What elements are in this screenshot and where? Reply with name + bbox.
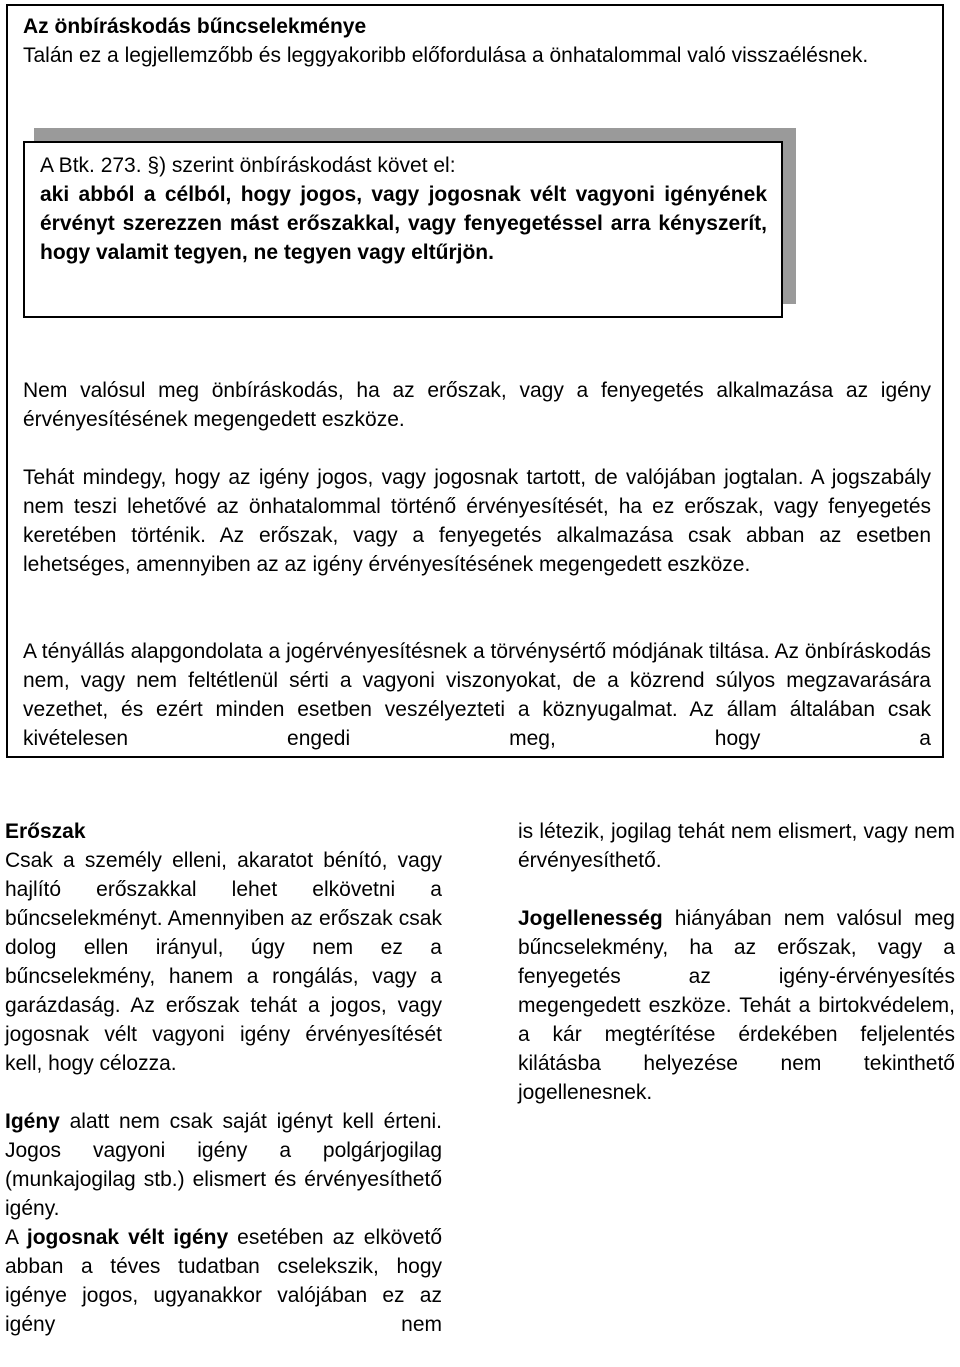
section-title: Az önbíráskodás bűncselekménye [23, 15, 367, 38]
left-column [5, 817, 442, 1339]
jogosnak-paragraph [5, 1223, 442, 1339]
continuation-paragraph: is létezik, jogilag tehát nem elismert, vagy nem érvényesíthető. [518, 820, 955, 872]
jogosnak-text: esetében az elkövető abban a téves tudatban cselekszik, hogy igénye jogos, ugyanakkor valójában ez az igény nem [5, 1226, 443, 1336]
jogellenesseg-paragraph [518, 904, 955, 1107]
paragraph-tenyallas: A tényállás alapgondolata a jogérvényesítésnek a törvénysértő módjának tiltása. Az önbíráskodás nem, vagy nem feltétlenül sérti a vagyoni viszonyokat, de a közrend súlyos megzavarására vezethet, és ezért minden esetben veszélyezteti a köznyugalmat. Az állam általában csak kivételesen engedi meg, hogy a [23, 640, 931, 750]
btk-quote-box [23, 141, 783, 318]
btk-reference: A Btk. 273. §) szerint önbíráskodást követ el: [40, 154, 456, 177]
btk-definition: aki abból a célból, hogy jogos, vagy jogosnak vélt vagyoni igényének érvényt szerezzen mást erőszakkal, vagy fenyegetéssel arra kényszerít, hogy valamit tegyen, ne tegyen vagy eltűrjön. [40, 183, 767, 264]
igeny-text: alatt nem csak saját igényt kell érteni. Jogos vagyoni igény a polgárjogilag (munkajogilag stb.) elismert és érvényesíthető igény. [5, 1110, 442, 1220]
eroszak-paragraph: Csak a személy elleni, akaratot bénító, vagy hajlító erőszakkal lehet elkövetni a bűncselekményt. Amennyiben az erőszak csak dolog ellen irányul, úgy nem ez a bűncselekmény, hanem a rongálás, vagy a garázdaság. Az erőszak tehát a jogos, vagy jogosnak vélt vagyoni igény érvényesítését kell, hogy célozza. [5, 849, 442, 1075]
jogosnak-prefix: A [5, 1226, 27, 1249]
paragraph-tehat: Tehát mindegy, hogy az igény jogos, vagy jogosnak tartott, de valójában jogtalan. A jogszabály nem teszi lehetővé az önhatalommal történő érvényesítését, ha ez erőszak, vagy fenyegetés keretében történik. Az erőszak, vagy a fenyegetés alkalmazása csak abban az esetben lehetséges, amennyiben az az igény érvényesítésének megengedett eszköze. [23, 466, 931, 576]
jogellenesseg-text: hiányában nem valósul meg bűncselekmény, ha az erőszak, vagy a fenyegetés az igény-érvényesítés megengedett eszköze. Tehát a birtokvédelem, a kár megtérítése érdekében feljelentés kilátásba helyezése nem tekinthető jogellenesnek. [518, 907, 955, 1104]
igeny-paragraph [5, 1107, 442, 1223]
jogosnak-term: jogosnak vélt igény [26, 1226, 229, 1249]
paragraph-nem-valosul: Nem valósul meg önbíráskodás, ha az erőszak, vagy a fenyegetés alkalmazása az igény érvényesítésének megengedett eszköze. [23, 379, 931, 431]
right-column [518, 817, 955, 1107]
intro-paragraph: Talán ez a legjellemzőbb és leggyakoribb előfordulása a önhatalommal való visszaélésnek. [23, 44, 869, 67]
eroszak-heading: Erőszak [5, 820, 86, 843]
jogellenesseg-term: Jogellenesség [518, 907, 663, 930]
igeny-term: Igény [5, 1110, 60, 1133]
